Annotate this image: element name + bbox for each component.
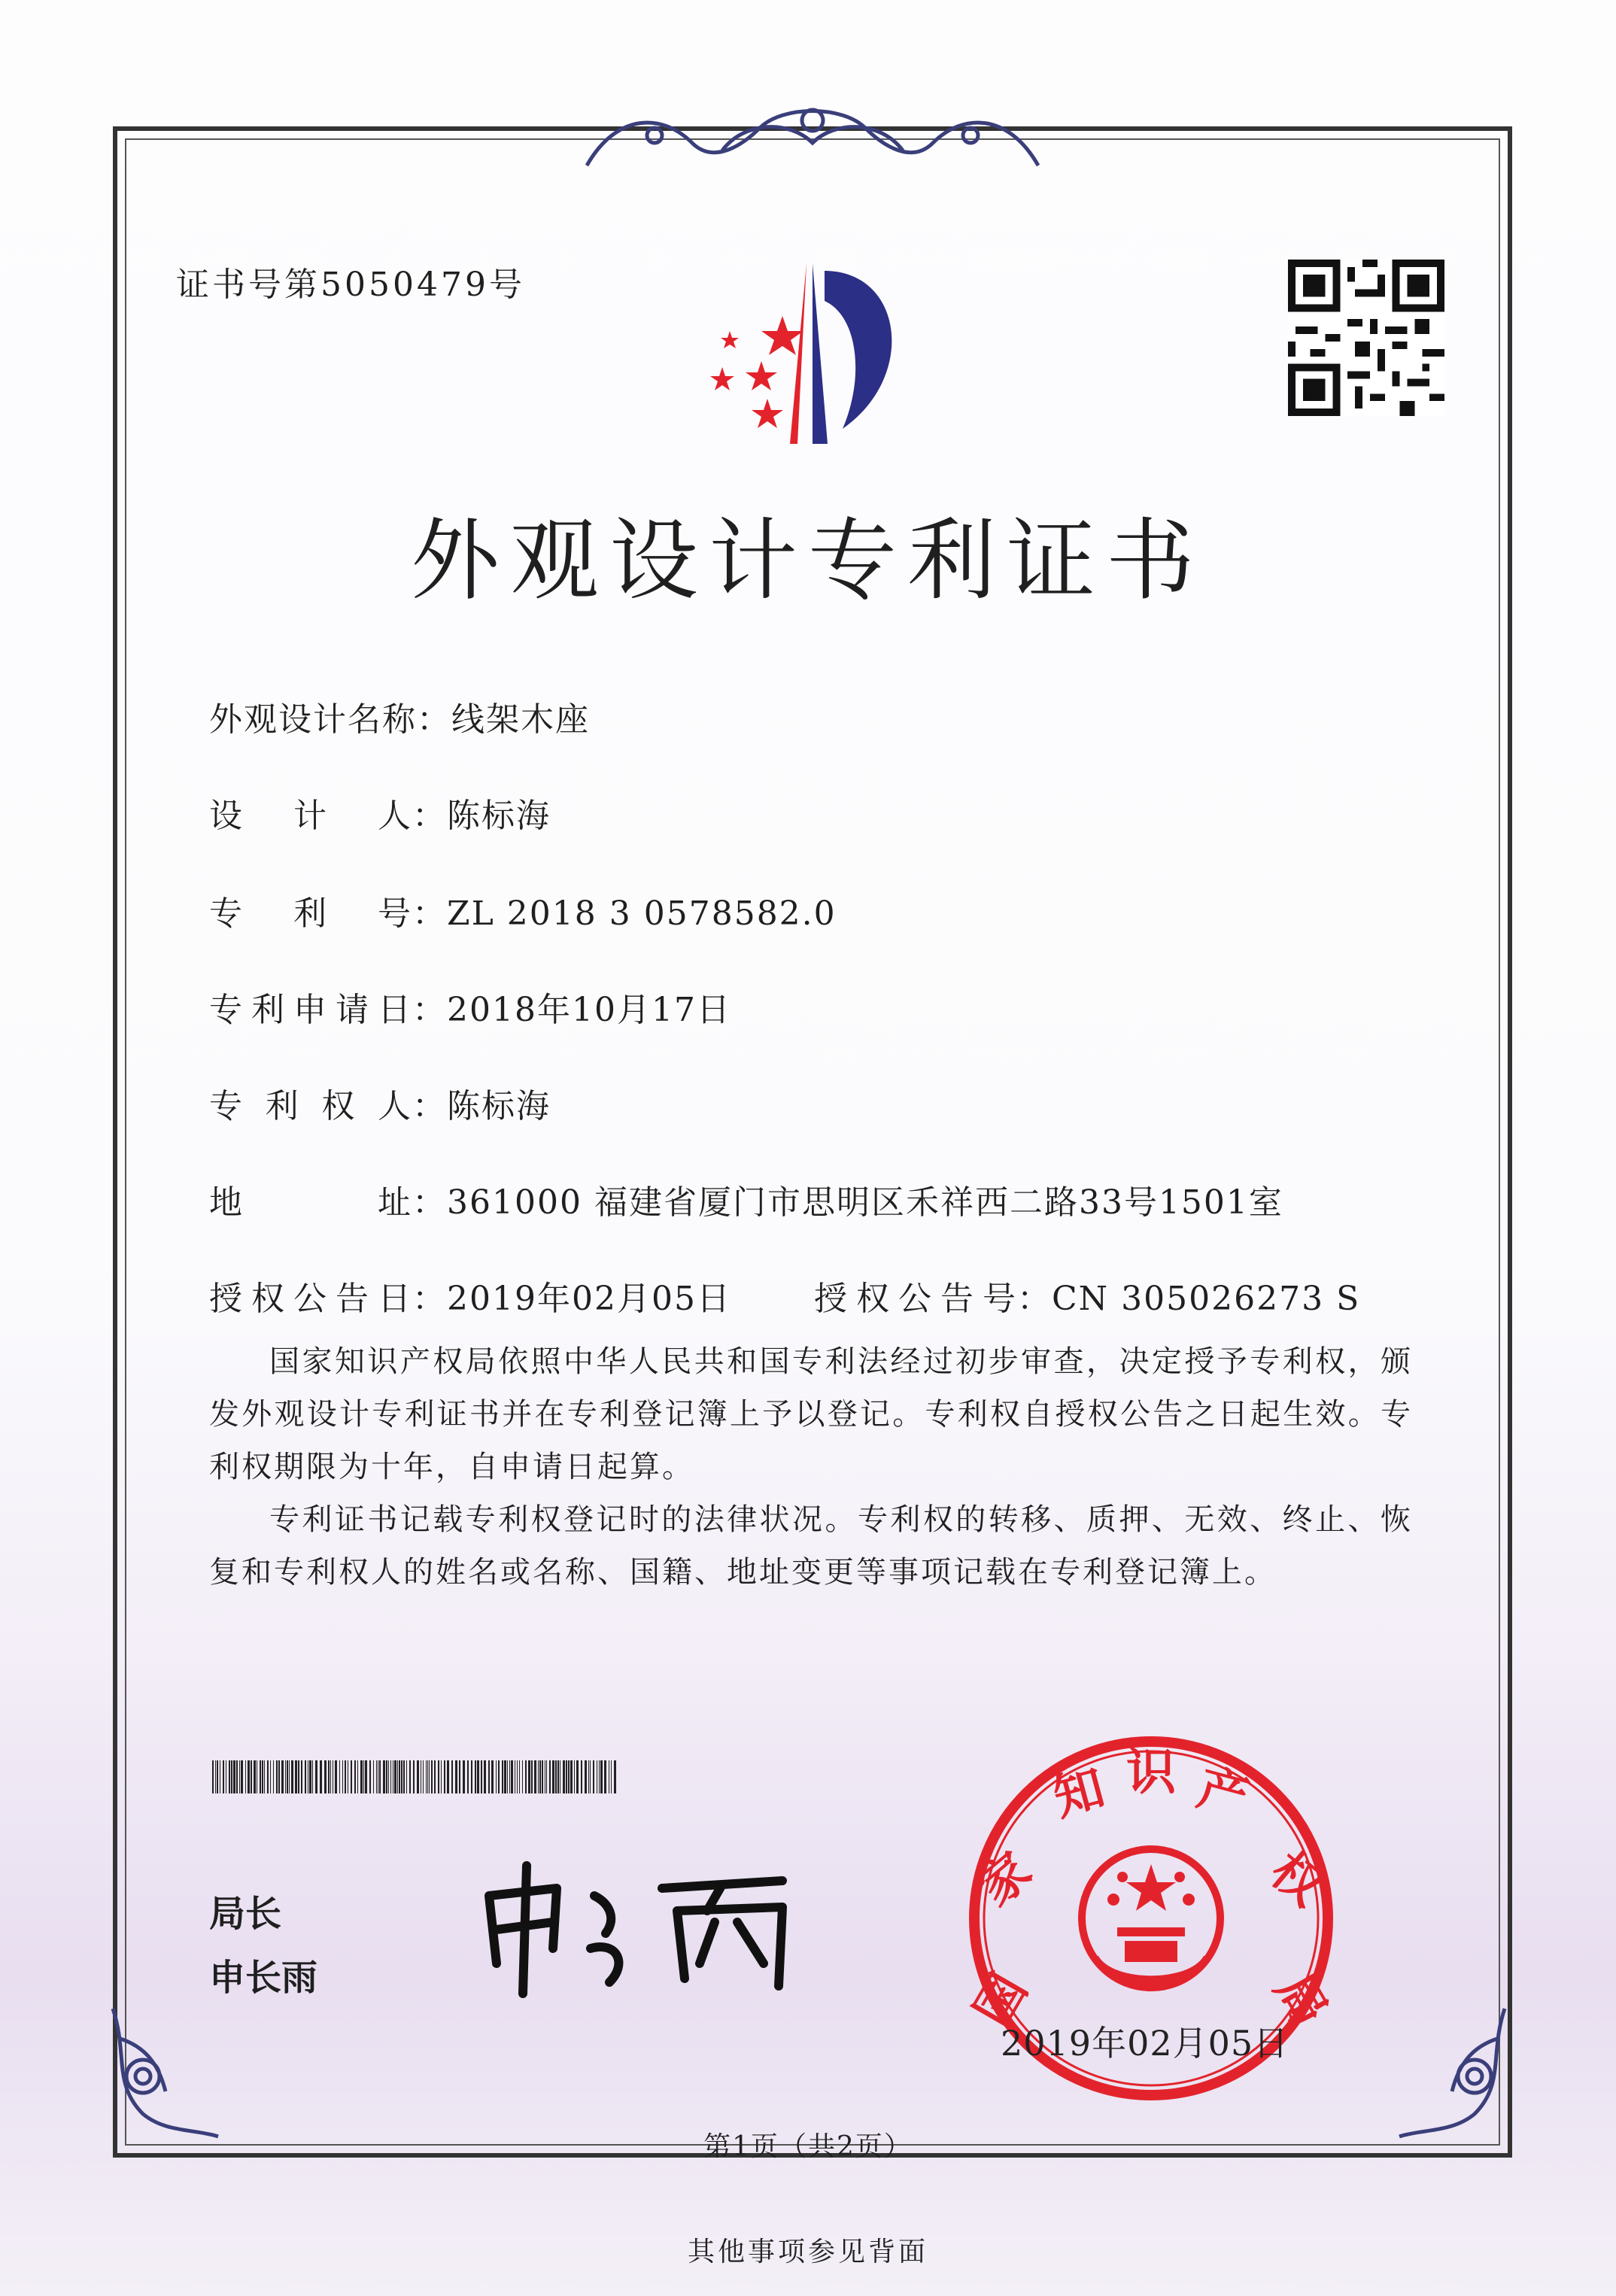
colon: ： <box>412 894 447 933</box>
svg-text:国: 国 <box>963 1963 1039 2036</box>
legal-status-paragraph: 专利证书记载专利权登记时的法律状况。专利权的转移、质押、无效、终止、恢复和专利权人的姓名或名称、国籍、地址变更等事项记载在专利登记簿上。 <box>209 1502 1413 1590</box>
field-grant-no <box>814 1271 1360 1320</box>
field-label: 专 利 号 <box>209 894 412 933</box>
field-value: ZL 2018 3 0578582.0 <box>447 894 837 933</box>
field-grant-date <box>209 1271 731 1320</box>
field-value: CN 305026273 S <box>1052 1280 1361 1318</box>
svg-text:权: 权 <box>1259 1841 1335 1918</box>
svg-text:局: 局 <box>1263 1963 1339 2036</box>
document-title: 外观设计专利证书 <box>410 509 1205 612</box>
grant-paragraph: 国家知识产权局依照中华人民共和国专利法经过初步审查，决定授予专利权，颁发外观设计专利证书并在专利登记簿上予以登记。专利权自授权公告之日起生效。专利权期限为十年，自申请日起算。 <box>209 1344 1413 1484</box>
director-name: 申长雨 <box>209 1957 318 1999</box>
colon: ： <box>412 1280 447 1318</box>
cnipa-logo-icon <box>677 248 948 459</box>
svg-text:识: 识 <box>1126 1743 1176 1801</box>
field-designer <box>209 788 551 837</box>
field-value: 陈标海 <box>447 797 551 835</box>
field-patent-no <box>209 886 837 934</box>
page-indicator: 第1页（共2页） <box>703 2131 913 2162</box>
field-value: 361000 福建省厦门市思明区禾祥西二路33号1501室 <box>447 1183 1283 1222</box>
svg-text:知: 知 <box>1047 1758 1111 1827</box>
field-value: 线架木座 <box>451 700 590 739</box>
colon: ： <box>412 991 447 1029</box>
field-filing-date <box>209 982 731 1031</box>
field-label: 外观设计名称 <box>209 700 417 739</box>
field-label: 地 址 <box>209 1183 412 1222</box>
top-ornament-icon <box>572 98 1053 181</box>
seal-date: 2019年02月05日 <box>1001 2023 1289 2064</box>
corner-ornament-icon <box>98 1994 233 2144</box>
colon: ： <box>412 1183 447 1222</box>
certificate-number: 证书号第5050479号 <box>176 266 525 304</box>
corner-ornament-icon <box>1384 1994 1520 2144</box>
director-title: 局长 <box>209 1893 282 1935</box>
footer-note: 其他事项参见背面 <box>687 2237 928 2267</box>
colon: ： <box>412 797 447 835</box>
svg-text:产: 产 <box>1191 1758 1255 1827</box>
svg-text:家: 家 <box>967 1841 1043 1918</box>
field-label: 授权公告日 <box>209 1280 412 1318</box>
field-design-name <box>209 692 590 740</box>
field-label: 专利申请日 <box>209 991 412 1029</box>
field-patentee <box>209 1079 551 1127</box>
colon: ： <box>412 1087 447 1125</box>
field-label: 授权公告号 <box>814 1280 1017 1318</box>
colon: ： <box>1017 1280 1052 1318</box>
barcode-icon <box>212 1760 618 1793</box>
field-address <box>209 1175 1283 1223</box>
field-value: 陈标海 <box>447 1087 551 1125</box>
field-value: 2018年10月17日 <box>447 991 731 1029</box>
qr-code-icon <box>1288 260 1444 416</box>
handwritten-signature-icon <box>466 1851 828 2001</box>
field-label: 设 计 人 <box>209 797 412 835</box>
field-value: 2019年02月05日 <box>447 1280 731 1318</box>
colon: ： <box>417 700 451 739</box>
field-label: 专利权人 <box>209 1087 412 1125</box>
